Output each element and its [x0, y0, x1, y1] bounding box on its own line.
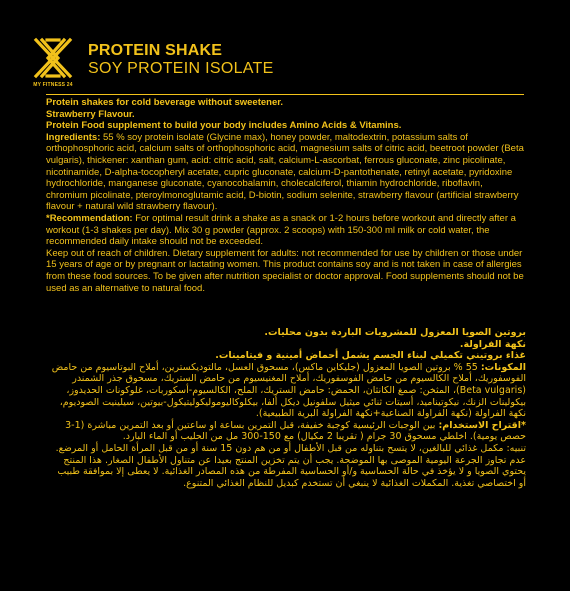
product-subtitle: SOY PROTEIN ISOLATE	[88, 60, 274, 77]
ar-flavour: نكهة الفراولة.	[459, 338, 526, 350]
brand-logo-mark-icon	[30, 36, 76, 80]
ar-supplement-statement: غذاء بروتيني تكميلي لبناء الجسم يشمل أحماض أمينية و فيتامينات.	[215, 350, 526, 362]
ar-recommendation	[48, 420, 526, 443]
ar-recommendation-label: *اقتراح الاستخدام:	[438, 419, 526, 431]
en-recommendation	[46, 213, 526, 248]
ar-description: بروتين الصويا المعزول للمشروبات الباردة بدون محليات.	[264, 327, 526, 338]
header-divider	[46, 94, 524, 95]
ar-warning: تنبيه: مكمل غذائي للبالغين، لا يتسح بتناوله من قبل الأطفال أو من هم دون 15 سنة أو من قبل المرأة الحامل أو المرضع. عدم تجاوز الجرعة اليومية الموصى بها الموضحة. يجب أن يتم تخزين المنتج بعيدا عن متناول الأطفال الصغار. هذا المنتج يحتوي الصويا و لا يؤخذ في حالة الحساسية و/أو الحساسية المفرطة من هذه المصادر الغذائية. لا يعطى إلا بموافقة طبيب أو اختصاصي تغذية. المكملات الغذائية لا ينبغي أن تستخدم كبديل للنظام الغذائي المتنوع.	[55, 442, 526, 489]
en-recommendation-text: For optimal result drink a shake as a snack or 1-2 hours before workout and directly after a workout (1-3 shakes per day). Mix 30 g powder (approx. 2 scoops) with 150-300 ml milk or cold water, the recommended daily intake should not be exceeded.	[46, 212, 516, 248]
en-ingredients	[46, 132, 526, 213]
product-title: PROTEIN SHAKE	[88, 42, 223, 59]
en-ingredients-label: Ingredients:	[46, 131, 101, 143]
ar-recommendation-text: بين الوجبات الرئيسية كوجبة خفيفة، قبل التمرين بساعة او ساعتين أو بعد التمرين مباشرة (1-3 حصص يومية). اخلطي مسحوق 30 جرام ( تقريبا 2 مكيال) مع 150-300 مل من الحليب أو الماء البارد.	[65, 419, 526, 443]
english-label-text	[46, 97, 526, 294]
en-warning: Keep out of reach of children. Dietary supplement for adults: not recommended for use by children or those under 15 years of age or by pregnant or lactating women. This product contains soy and is not taken in case of allergies from these food sources. To be given after nutrition specialist or doctor approval. Food supplements should not be used as an alternative to natural food.	[46, 247, 524, 294]
brand-logo-text: MY FITNESS 24	[33, 82, 73, 88]
brand-logo	[30, 36, 76, 92]
arabic-label-text	[48, 327, 526, 489]
en-recommendation-label: *Recommendation:	[46, 212, 133, 224]
en-flavour: Strawberry Flavour.	[46, 108, 135, 120]
ar-ingredients-label: المكونات:	[480, 361, 526, 373]
en-supplement-statement: Protein Food supplement to build your body includes Amino Acids & Vitamins.	[46, 120, 402, 132]
en-description: Protein shakes for cold beverage without sweetener.	[46, 97, 284, 108]
product-titles	[88, 42, 274, 78]
product-header	[30, 36, 274, 92]
ar-ingredients-text: 55 % بروتين الصويا المعزول (جليكاين ماكس)، مسحوق العسل، مالتوديكسترين، أملاح البوتاسيوم من حامض الفوسفوريك، أملاح الكالسيوم من حامض الفوسفوريك، أملاح المغنيسيوم من حامض الستريك، مسحوق جذر الشمندر (Beta vulgaris)، المثخن: صمغ الكانثان، الحمض: حامض الستريك، الملح، الكالسيوم-أسكوربات، غلوكونات الحديدوز، بيكولينات الزنك، نيكوتيناميد، أسيتات ثنائي ميثيل سلفونيل ديكل ألفا، بيكلوكاليوموليكوليتيكول-بيوتين، سيلينيت الصوديوم، نكهة الفراولة (نكهة الفراولة الصناعية+نكهة الفراولة البرية الطبيعية).	[51, 361, 526, 420]
en-ingredients-text: 55 % soy protein isolate (Glycine max), honey powder, maltodextrin, potassium salts of orthophosphoric acid, calcium salts of orthophosphoric acid, magnesium salts of citric acid, beetroot powder (Beta vulgaris), thickener: xanthan gum, acid: citric acid, salt, calcium-L-ascorbat, ferrous gluconate, zinc picolinate, nicotinamide, D-alpha-tocopheryl acetate, cupric gluconate, calcium-D-pantothenate, retinyl acetate, pyridoxine hydrochloride, manganese gluconate, cyanocobalamin, cholecalciferol, thiamin hydrochloride, riboflavin, chromium picolinate, pteroylmonoglutamic acid, D-biotin, sodium selenite, strawberry flavour (artificial strawberry flavour + natural wild strawberry flavour).	[46, 131, 524, 213]
ar-ingredients	[48, 362, 526, 420]
